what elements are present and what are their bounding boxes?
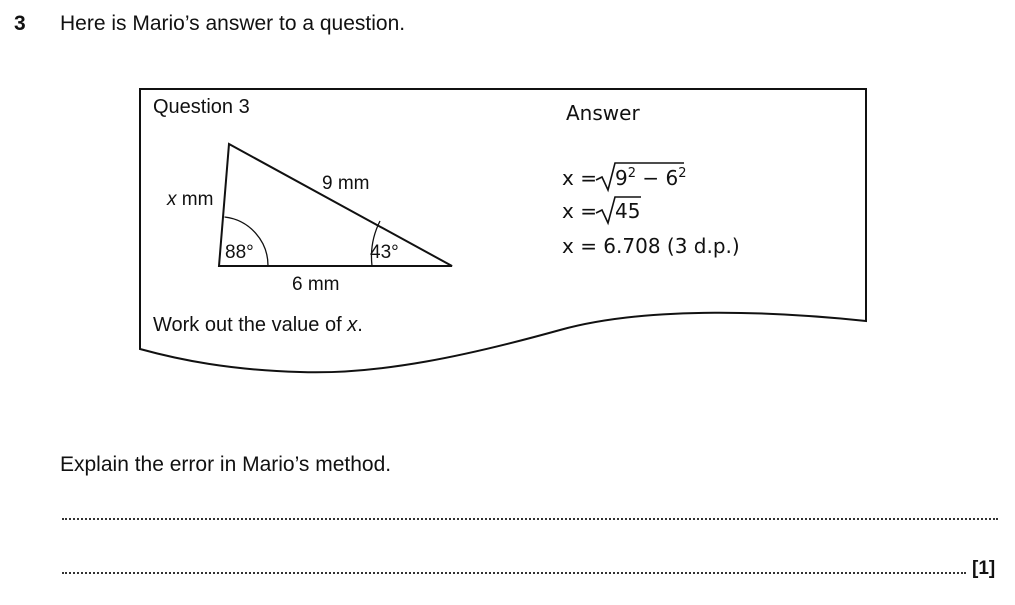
question-number: 3 bbox=[14, 12, 26, 35]
working-line-1-lhs: x = bbox=[562, 166, 597, 190]
working-line-3: x = 6.708 (3 d.p.) bbox=[562, 234, 740, 258]
answer-line-1[interactable] bbox=[62, 518, 998, 520]
explain-prompt: Explain the error in Mario’s method. bbox=[60, 453, 392, 476]
question-intro: Here is Mario’s answer to a question. bbox=[60, 12, 406, 35]
card-title: Question 3 bbox=[153, 96, 250, 118]
side-x-label: x mm bbox=[167, 189, 214, 210]
hypotenuse-label: 9 mm bbox=[322, 173, 370, 194]
working-line-2-radicand: 45 bbox=[615, 199, 641, 223]
marks-label: [1] bbox=[972, 558, 996, 579]
angle-right-label: 43° bbox=[370, 242, 399, 263]
answer-heading: Answer bbox=[566, 101, 640, 125]
instruction-text: Work out the value of x. bbox=[153, 314, 363, 336]
angle-left-label: 88° bbox=[225, 242, 254, 263]
working-line-1-radicand: $9^2 - 6^2$ bbox=[615, 166, 687, 190]
working-line-2-lhs: x = bbox=[562, 199, 597, 223]
working-line-1 bbox=[562, 163, 687, 190]
base-label: 6 mm bbox=[292, 274, 340, 295]
answer-line-2[interactable] bbox=[62, 572, 966, 574]
